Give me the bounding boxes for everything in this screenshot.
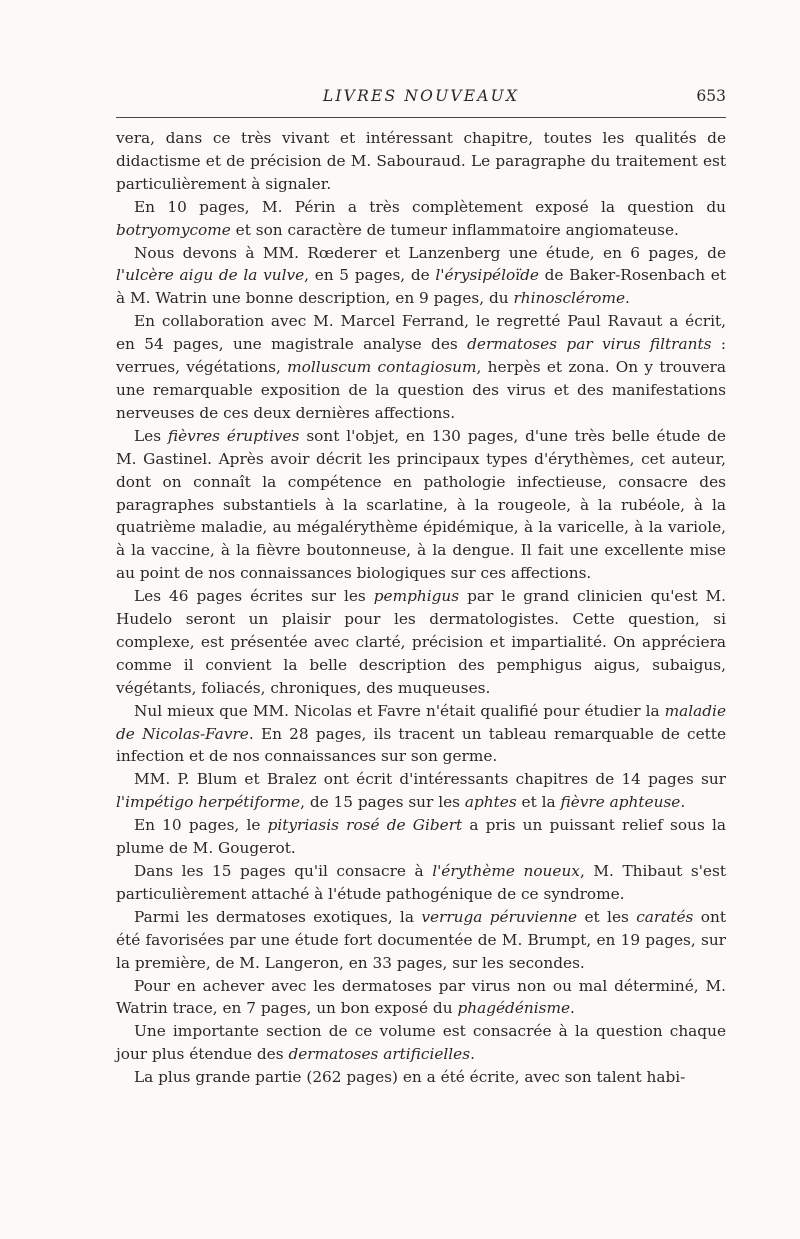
italic-term: l'ulcère aigu de la vulve xyxy=(116,266,305,285)
text-run: et les xyxy=(577,907,637,926)
text-run: Les xyxy=(134,426,168,445)
page-header xyxy=(116,87,726,111)
italic-term: botryomycome xyxy=(116,220,231,239)
text-run: , de 15 pages sur les xyxy=(300,793,465,812)
italic-term: fièvres éruptives xyxy=(167,426,300,445)
paragraph xyxy=(116,127,726,196)
text-run: , herpès et zona. On y trouvera une remarquable exposition de la question des virus et des manifestations nerveuses de ces deux dernières affections. xyxy=(116,358,726,422)
paragraph xyxy=(116,196,726,242)
text-run: , en 5 pages, de xyxy=(304,266,436,285)
text-run: . xyxy=(680,793,686,812)
text-run: de Baker-Rosenbach et à M. Watrin une bonne description, en 9 pages, du xyxy=(116,266,726,308)
text-run: , M. Thibaut s'est particulièrement attaché à l'étude pathogénique de ce syndrome. xyxy=(116,862,726,903)
text-run: : verrues, végétations, xyxy=(116,335,726,377)
italic-term: pemphigus xyxy=(373,587,460,606)
paragraph xyxy=(116,425,726,585)
paragraph xyxy=(116,860,726,906)
text-run: Nous devons à MM. Rœderer et Lanzenberg une étude, en 6 pages, de xyxy=(134,243,726,262)
text-run: Une importante section de ce volume est consacrée à la question chaque jour plus étendue des xyxy=(116,1022,726,1064)
paragraph xyxy=(116,700,726,769)
text-run: En collaboration avec M. Marcel Ferrand, le regretté Paul Ravaut a écrit, en 54 pages, une magistrale analyse des xyxy=(116,312,726,354)
italic-term: phagédénisme xyxy=(457,999,571,1018)
italic-term: aphtes xyxy=(464,793,517,812)
italic-term: pityriasis rosé de Gibert xyxy=(267,816,463,835)
paragraph xyxy=(116,242,726,311)
text-run: . xyxy=(625,289,630,308)
italic-term: rhinosclérome xyxy=(513,289,626,308)
body-text xyxy=(116,127,726,1089)
page-number: 653 xyxy=(696,87,726,105)
text-run: par le grand clinicien qu'est M. Hudelo seront un plaisir pour les dermatologistes. Cette question, si complexe, est présentée avec clarté, précision et impartialité. On appréciera comme il convient la belle description des pemphigus aigus, subaigus, végétants, foliacés, chroniques, des muqueuses. xyxy=(116,587,726,697)
paragraph xyxy=(116,310,726,425)
text-run: En 10 pages, M. Périn a très complètement exposé la question du xyxy=(134,197,726,216)
running-title: LIVRES NOUVEAUX xyxy=(322,87,520,105)
italic-term: dermatoses par virus filtrants xyxy=(467,335,712,354)
text-run: ont été favorisées par une étude fort documentée de M. Brumpt, en 19 pages, sur la première, de M. Langeron, en 33 pages, sur les secondes. xyxy=(116,907,726,972)
paragraph xyxy=(116,1020,726,1066)
header-rule xyxy=(116,117,726,118)
italic-term: caratés xyxy=(636,907,694,926)
italic-term: verruga péruvienne xyxy=(421,907,578,926)
paragraph xyxy=(116,975,726,1021)
text-run: Nul mieux que MM. Nicolas et Favre n'était qualifié pour étudier la xyxy=(134,701,665,720)
paragraph xyxy=(116,814,726,860)
text-run: et la xyxy=(516,793,561,812)
text-run: Parmi les dermatoses exotiques, la xyxy=(134,907,422,926)
text-run: vera, dans ce très vivant et intéressant chapitre, toutes les qualités de didactisme et de précision de M. Sabouraud. Le paragraphe du traitement est particulièrement à signaler. xyxy=(116,129,726,193)
text-run: Dans les 15 pages qu'il consacre à xyxy=(134,862,433,880)
text-run: Pour en achever avec les dermatoses par virus non ou mal déterminé, M. Watrin trace, en 7 pages, un bon exposé du xyxy=(116,976,726,1018)
italic-term: maladie de Nicolas-Favre xyxy=(116,701,726,743)
paragraph xyxy=(116,585,726,700)
paragraph xyxy=(116,768,726,814)
text-run: En 10 pages, le xyxy=(134,816,268,835)
italic-term: fièvre aphteuse xyxy=(560,793,681,812)
italic-term: l'érythème noueux xyxy=(432,862,580,880)
text-run: . xyxy=(470,1045,475,1064)
italic-term: l'impétigo herpétiforme xyxy=(116,793,301,812)
text-run: sont l'objet, en 130 pages, d'une très belle étude de M. Gastinel. Après avoir décrit les principaux types d'érythèmes, cet auteur, dont on connaît la compétence en pathologie infectieuse, consacre des paragraphes substantiels à la scarlatine, à la rougeole, à la rubéole, à la quatrième maladie, au mégalérythème épidémique, à la varicelle, à la variole, à la vaccine, à la fièvre boutonneuse, à la dengue. Il fait une excellente mise au point de nos connaissances biologiques sur ces affections. xyxy=(116,426,726,583)
text-run: Les 46 pages écrites sur les xyxy=(134,587,374,606)
text-run: . xyxy=(570,999,575,1018)
paragraph xyxy=(116,1066,726,1089)
text-run: a pris un puissant relief sous la plume de M. Gougerot. xyxy=(116,816,726,858)
italic-term: dermatoses artificielles xyxy=(288,1045,471,1064)
text-run: MM. P. Blum et Bralez ont écrit d'intéressants chapitres de 14 pages sur xyxy=(134,770,726,789)
text-run: La plus grande partie (262 pages) en a été écrite, avec son talent habi- xyxy=(134,1068,686,1087)
paragraph xyxy=(116,906,726,975)
italic-term: molluscum contagiosum xyxy=(287,358,477,377)
text-run: . En 28 pages, ils tracent un tableau remarquable de cette infection et de nos connaissances sur son germe. xyxy=(116,724,726,766)
italic-term: l'érysipéloïde xyxy=(435,266,539,285)
text-run: et son caractère de tumeur inflammatoire angiomateuse. xyxy=(230,220,679,239)
